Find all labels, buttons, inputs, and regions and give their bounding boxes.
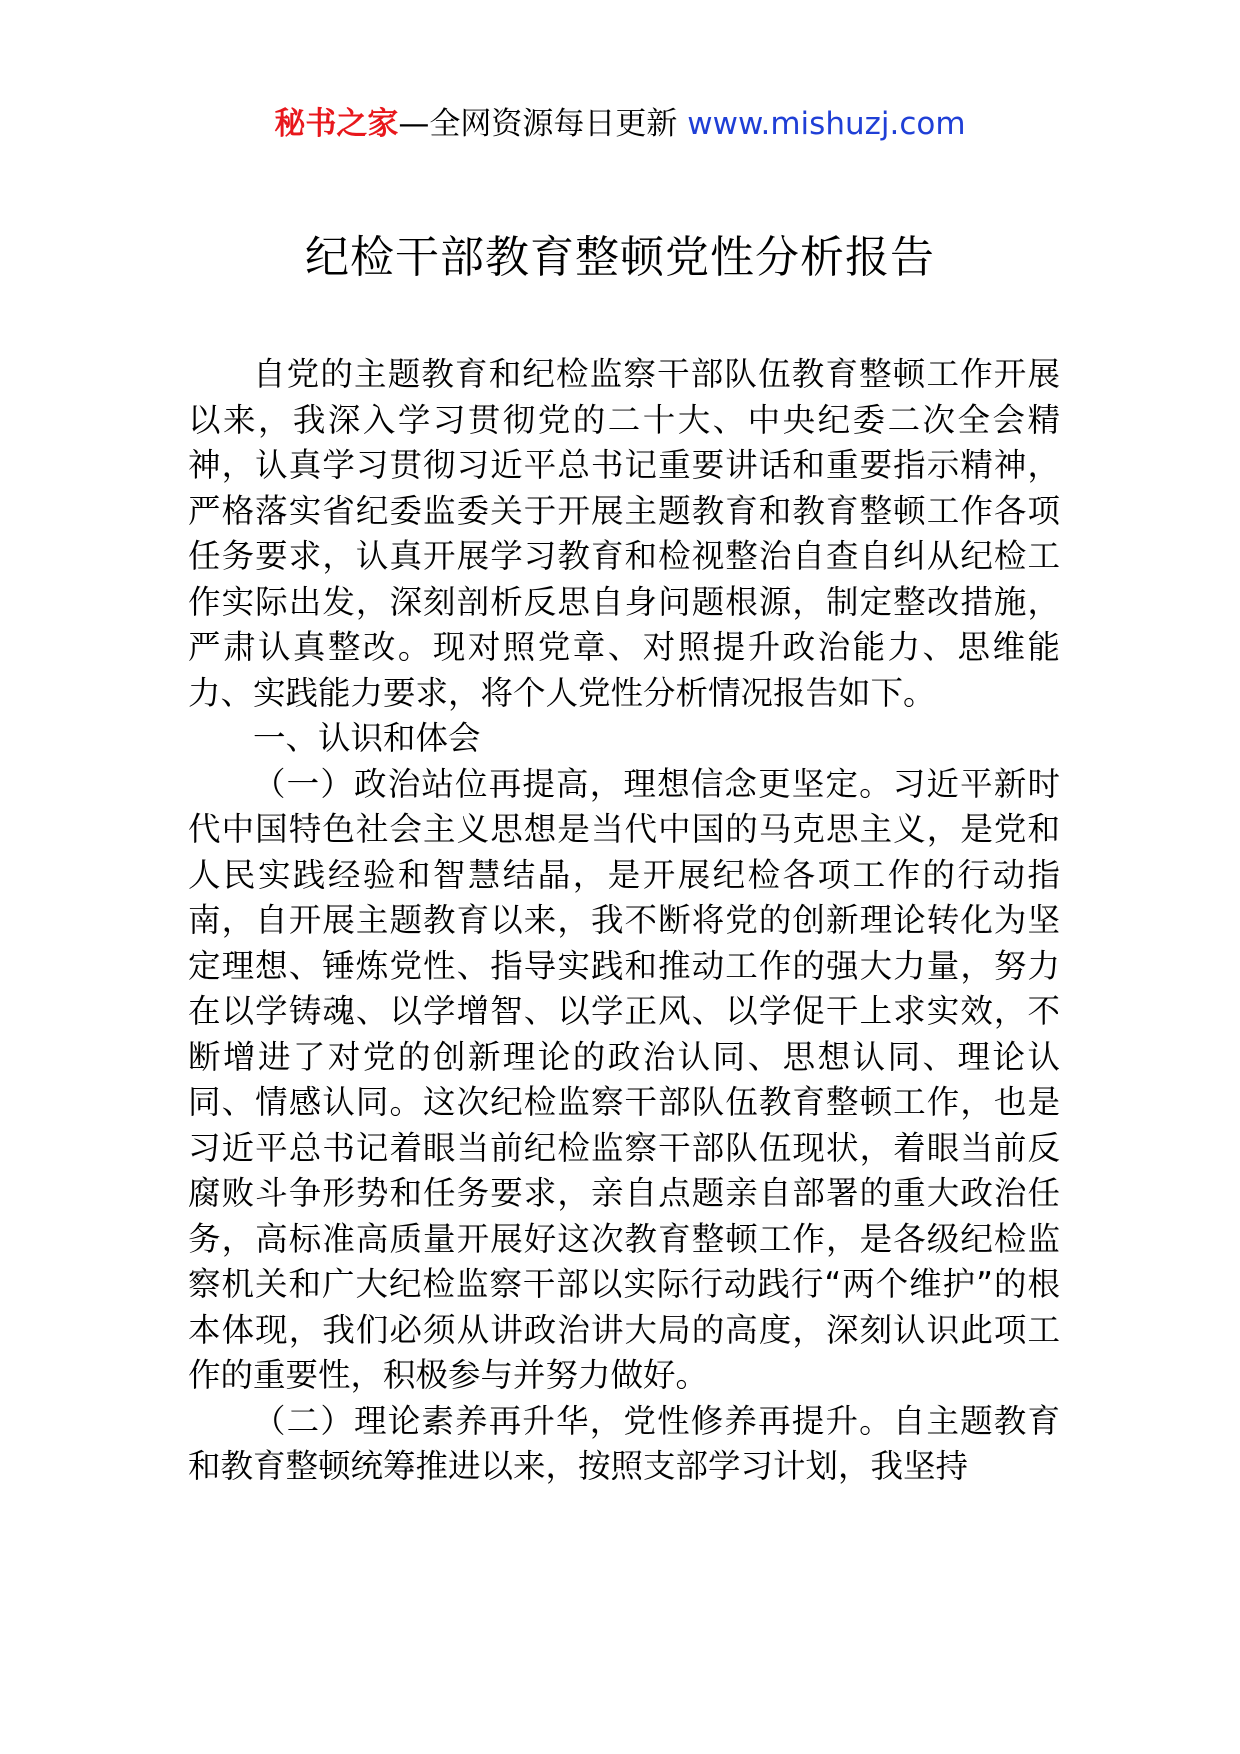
paragraph-theory-literacy: （二）理论素养再升华，党性修养再提升。自主题教育和教育整顿统筹推进以来，按照支部学习计划，我坚持 (188, 1401, 1060, 1485)
header-slogan: —全网资源每日更新 (398, 106, 678, 142)
brand-name: 秘书之家 (274, 106, 399, 142)
document-title: 纪检干部教育整顿党性分析报告 (305, 232, 935, 283)
site-url-link[interactable]: www.mishuzj.com (687, 106, 966, 142)
document-body (188, 352, 1060, 1490)
section-heading: 一、认识和体会 (253, 719, 481, 757)
site-header (0, 100, 1240, 148)
intro-paragraph: 自党的主题教育和纪检监察干部队伍教育整顿工作开展以来，我深入学习贯彻党的二十大、中央纪委二次全会精神，认真学习贯彻习近平总书记重要讲话和重要指示精神，严格落实省纪委监委关于开展主题教育和教育整顿工作各项任务要求，认真开展学习教育和检视整治自查自纠从纪检工作实际出发，深刻剖析反思自身问题根源，制定整改措施，严肃认真整改。现对照党章、对照提升政治能力、思维能力、实践能力要求，将个人党性分析情况报告如下。 (188, 355, 1060, 712)
paragraph-political-stance: （一）政治站位再提高，理想信念更坚定。习近平新时代中国特色社会主义思想是当代中国的马克思主义，是党和人民实践经验和智慧结晶，是开展纪检各项工作的行动指南，自开展主题教育以来，我不断将党的创新理论转化为坚定理想、锤炼党性、指导实践和推动工作的强大力量，努力在以学铸魂、以学增智、以学正风、以学促干上求实效，不断增进了对党的创新理论的政治认同、思想认同、理论认同、情感认同。这次纪检监察干部队伍教育整顿工作，也是习近平总书记着眼当前纪检监察干部队伍现状，着眼当前反腐败斗争形势和任务要求，亲自点题亲自部署的重大政治任务，高标准高质量开展好这次教育整顿工作，是各级纪检监察机关和广大纪检监察干部以实际行动践行“两个维护”的根本体现，我们必须从讲政治讲大局的高度，深刻认识此项工作的重要性，积极参与并努力做好。 (188, 764, 1060, 1394)
